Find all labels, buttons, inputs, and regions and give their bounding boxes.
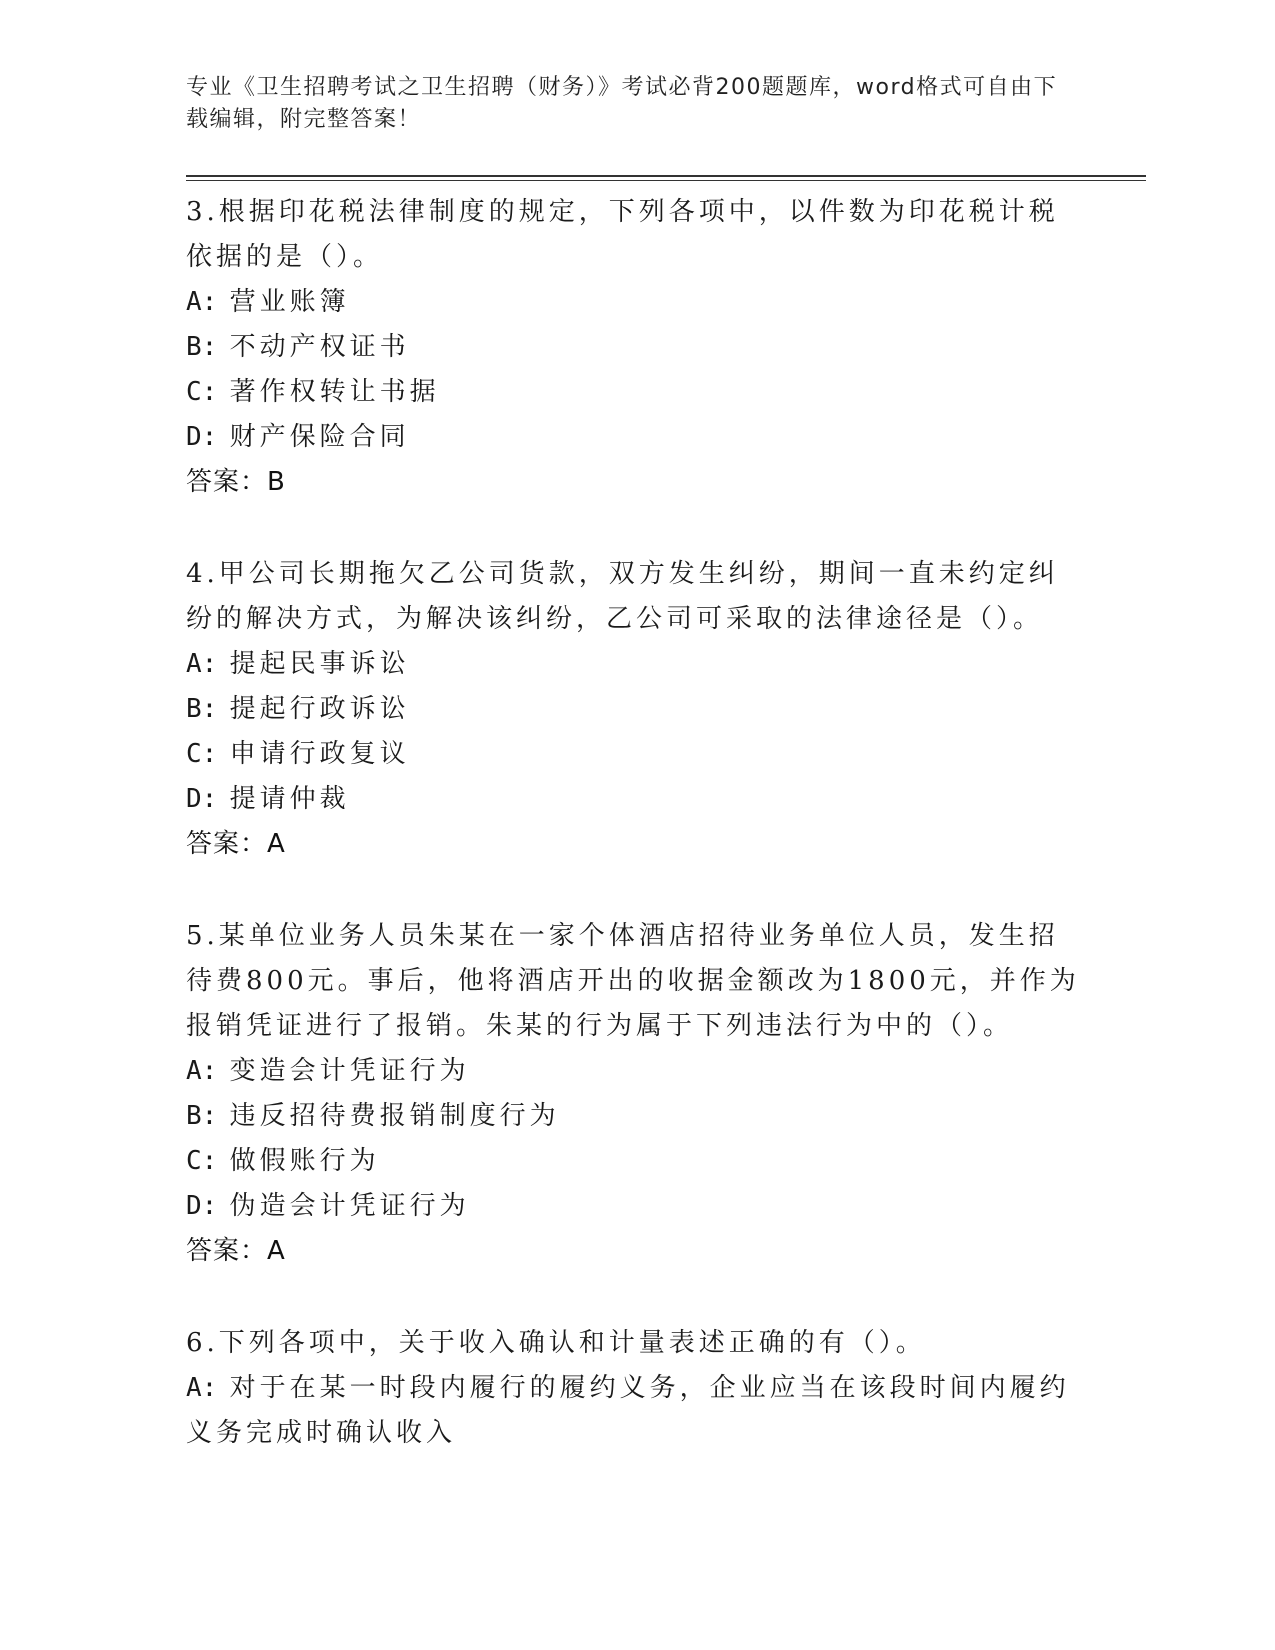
option-letter: C: (186, 377, 218, 407)
option-text: 提起行政诉讼 (229, 694, 410, 724)
option-a (186, 642, 1086, 687)
option-letter: A: (186, 287, 218, 317)
option-text: 变造会计凭证行为 (229, 1056, 470, 1086)
option-a (186, 280, 1086, 325)
header-rule-thin (186, 180, 1146, 181)
option-text: 提起民事诉讼 (229, 649, 410, 679)
option-letter: A: (186, 649, 218, 679)
option-letter: C: (186, 1146, 218, 1176)
option-b (186, 325, 1086, 370)
option-text: 申请行政复议 (229, 739, 410, 769)
option-text: 违反招待费报销制度行为 (229, 1101, 560, 1131)
option-letter: D: (186, 784, 218, 814)
option-c (186, 1139, 1086, 1184)
option-letter: B: (186, 694, 218, 724)
option-d (186, 1184, 1086, 1229)
option-b (186, 1094, 1086, 1139)
option-c (186, 370, 1086, 415)
question-4 (186, 552, 1086, 867)
question-stem: 5.某单位业务人员朱某在一家个体酒店招待业务单位人员，发生招待费800元。事后，他将酒店开出的收据金额改为1800元，并作为报销凭证进行了报销。朱某的行为属于下列违法行为中的（）。 (186, 921, 1080, 1041)
question-5 (186, 914, 1086, 1274)
option-letter: D: (186, 1191, 218, 1221)
option-letter: C: (186, 739, 218, 769)
option-letter: A: (186, 1373, 218, 1403)
option-b (186, 687, 1086, 732)
option-text: 营业账簿 (229, 287, 350, 317)
option-text: 对于在某一时段内履行的履约义务，企业应当在该段时间内履约义务完成时确认收入 (186, 1373, 1070, 1448)
option-letter: D: (186, 422, 218, 452)
option-a (186, 1049, 1086, 1094)
option-text: 不动产权证书 (229, 332, 410, 362)
option-text: 提请仲裁 (229, 784, 350, 814)
question-3 (186, 190, 1086, 505)
option-a (186, 1366, 1086, 1456)
question-6 (186, 1321, 1086, 1456)
option-letter: B: (186, 1101, 218, 1131)
option-text: 财产保险合同 (229, 422, 410, 452)
document-intro: 专业《卫生招聘考试之卫生招聘（财务）》考试必背200题题库，word格式可自由下载编辑，附完整答案！ (186, 75, 1058, 132)
option-letter: B: (186, 332, 218, 362)
option-d (186, 777, 1086, 822)
answer-line: 答案：A (186, 1236, 286, 1266)
option-text: 伪造会计凭证行为 (229, 1191, 470, 1221)
option-c (186, 732, 1086, 777)
question-stem: 6.下列各项中，关于收入确认和计量表述正确的有（）。 (186, 1328, 926, 1358)
option-text: 做假账行为 (229, 1146, 380, 1176)
answer-line: 答案：B (186, 467, 286, 497)
answer-line: 答案：A (186, 829, 286, 859)
header-rule-thick (186, 175, 1146, 177)
question-stem: 4.甲公司长期拖欠乙公司货款，双方发生纠纷，期间一直未约定纠纷的解决方式，为解决该纠纷，乙公司可采取的法律途径是（）。 (186, 559, 1059, 634)
option-d (186, 415, 1086, 460)
option-letter: A: (186, 1056, 218, 1086)
question-stem: 3.根据印花税法律制度的规定，下列各项中，以件数为印花税计税依据的是（）。 (186, 197, 1059, 272)
question-list (186, 190, 1086, 1503)
option-text: 著作权转让书据 (229, 377, 440, 407)
